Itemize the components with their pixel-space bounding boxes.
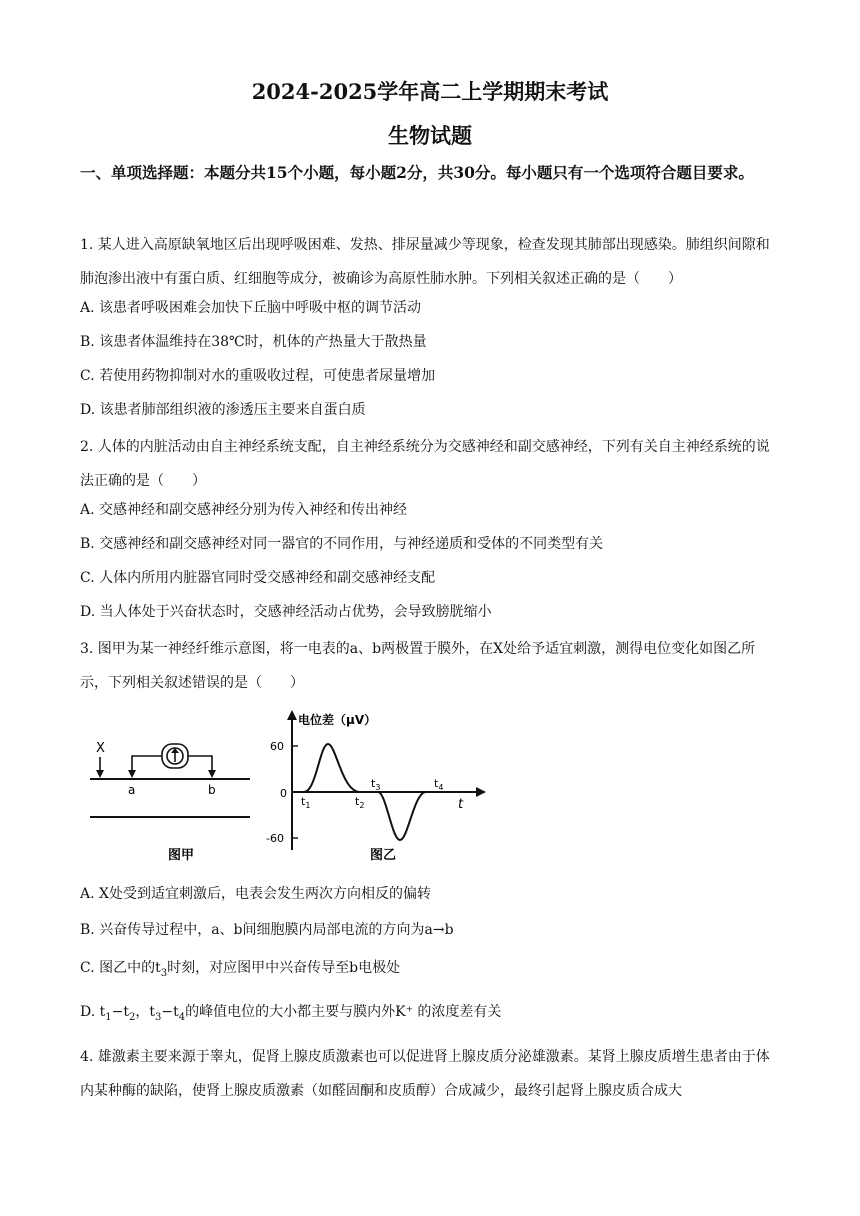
figure-a-label: 图甲: [168, 848, 195, 863]
question-1-option-a: A. 该患者呼吸困难会加快下丘脑中呼吸中枢的调节活动: [80, 300, 422, 316]
stimulus-label-x: X: [96, 741, 105, 756]
question-2-stem: 2. 人体的内脏活动由自主神经系统支配，自主神经系统分为交感神经和副交感神经，下列有关自主神经系统的说法正确的是（ ）: [80, 439, 770, 489]
question-2-option-c: C. 人体内所用内脏器官同时受交感神经和副交感神经支配: [80, 570, 436, 586]
question-2-option-a: A. 交感神经和副交感神经分别为传入神经和传出神经: [80, 502, 408, 518]
figure-b-potential-graph: [266, 710, 486, 863]
y-tick-neg60: -60: [266, 832, 284, 845]
question-1-option-c: C. 若使用药物抑制对水的重吸收过程，可使患者尿量增加: [80, 368, 436, 384]
question-4-stem: 4. 雄激素主要来源于睾丸，促肾上腺皮质激素也可以促进肾上腺皮质分泌雄激素。某肾上腺皮质增生患者由于体内某种酶的缺陷，使肾上腺皮质激素（如醛固酮和皮质醇）合成减少，最终引起肾上腺皮质合成大: [80, 1049, 770, 1099]
electrode-label-a: a: [128, 783, 136, 797]
question-3-option-d: D. $t_1-t_2$，$t_3-t_4$的峰值电位的大小都主要与膜内外K⁺ 的浓度差有关: [80, 1004, 502, 1023]
figure-a-nerve-fiber: [90, 741, 250, 863]
figure-b-label: 图乙: [370, 848, 397, 863]
question-1-option-b: B. 该患者体温维持在38℃时，机体的产热量大于散热量: [80, 334, 427, 350]
exam-subject: 生物试题: [388, 123, 472, 148]
time-label-t3: $t_3$: [371, 777, 381, 792]
question-2-option-b: B. 交感神经和副交感神经对同一器官的不同作用，与神经递质和受体的不同类型有关: [80, 536, 604, 552]
time-label-t1: $t_1$: [301, 795, 311, 810]
question-2-option-d: D. 当人体处于兴奋状态时，交感神经活动占优势，会导致膀胱缩小: [80, 604, 492, 620]
question-3-stem: 3. 图甲为某一神经纤维示意图，将一电表的a、b两极置于膜外，在X处给予适宜刺激，测得电位变化如图乙所示，下列相关叙述错误的是（ ）: [80, 641, 756, 691]
question-3-figure: [80, 704, 500, 874]
question-1-stem: 1. 某人进入高原缺氧地区后出现呼吸困难、发热、排尿量减少等现象，检查发现其肺部出现感染。肺组织间隙和肺泡渗出液中有蛋白质、红细胞等成分，被确诊为高原性肺水肿。下列相关叙述正确的是（ ）: [80, 237, 770, 287]
question-3-option-b: B. 兴奋传导过程中，a、b间细胞膜内局部电流的方向为a→b: [80, 922, 454, 938]
galvanometer-icon: [162, 744, 188, 768]
electrode-label-b: b: [208, 783, 216, 797]
question-3-option-c: C. 图乙中的$t_3$时刻，对应图甲中兴奋传导至b电极处: [80, 960, 401, 979]
time-label-t4: $t_4$: [434, 777, 444, 792]
x-axis-label: t: [458, 797, 464, 812]
section-heading: 一、单项选择题：本题分共15个小题，每小题2分，共30分。每小题只有一个选项符合题目要求。: [80, 163, 754, 182]
exam-title: 2024-2025学年高二上学期期末考试: [251, 79, 609, 104]
question-3-option-a: A. X处受到适宜刺激后，电表会发生两次方向相反的偏转: [80, 886, 431, 902]
y-tick-60: 60: [270, 740, 284, 753]
y-tick-0: 0: [280, 787, 287, 800]
y-axis-label: 电位差（μV）: [298, 713, 377, 727]
question-1-option-d: D. 该患者肺部组织液的渗透压主要来自蛋白质: [80, 402, 366, 418]
time-label-t2: $t_2$: [355, 795, 365, 810]
